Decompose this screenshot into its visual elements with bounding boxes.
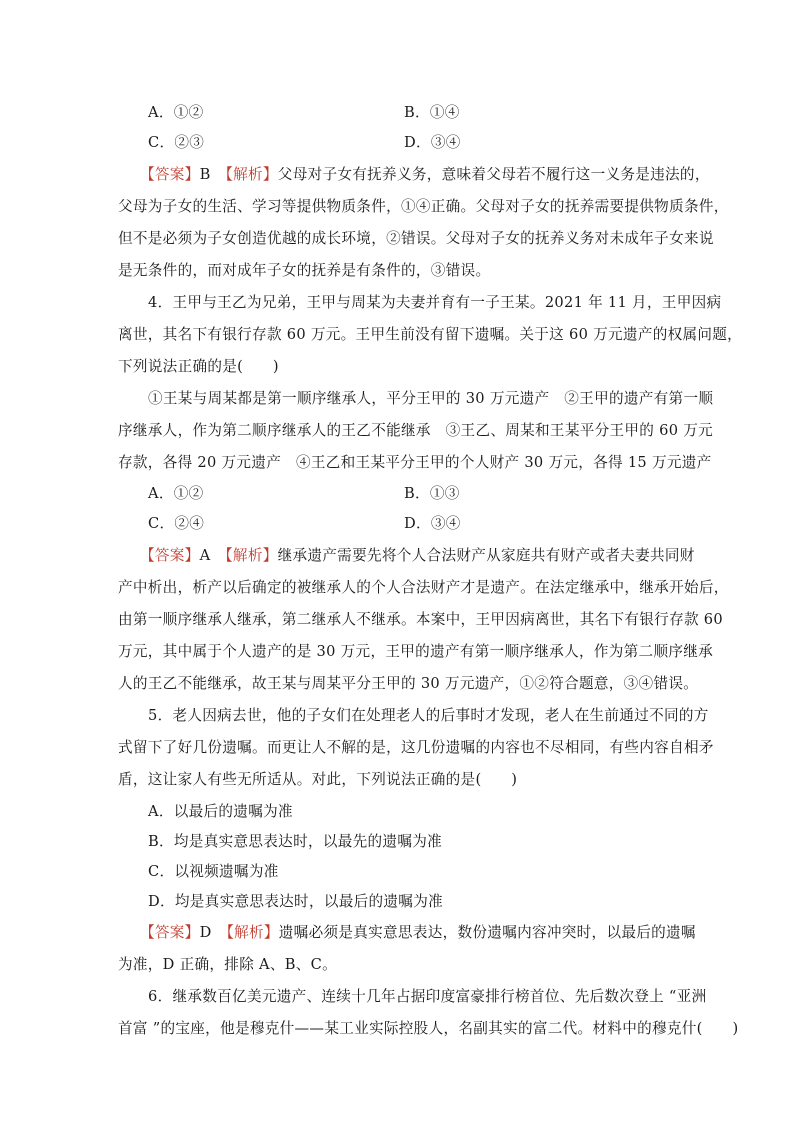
q4-statement-line-3: 存款，各得 20 万元遗产 ④王乙和王某平分王甲的个人财产 30 万元，各得 15 万元遗产 bbox=[118, 454, 712, 471]
q4-option-d: D．③④ bbox=[404, 515, 461, 532]
q4-option-b: B．①③ bbox=[404, 485, 460, 502]
q3-answer-value: B bbox=[199, 166, 211, 183]
q4-option-a: A．①② bbox=[148, 485, 204, 502]
q3-analysis-tag: 【解析】 bbox=[225, 166, 278, 183]
q3-answer-line bbox=[140, 165, 710, 185]
q4-analysis-line-1: 继承遗产需要先将个人合法财产从家庭共有财产或者夫妻共同财 bbox=[277, 547, 695, 564]
q3-analysis-line-1: 父母对子女有抚养义务，意味着父母若不履行这一义务是违法的， bbox=[277, 166, 710, 183]
q5-option-b: B．均是真实意思表达时，以最先的遗嘱为准 bbox=[148, 833, 443, 850]
q5-answer-tag: 【答案】 bbox=[140, 924, 200, 941]
q4-stem-line-2: 离世，其名下有银行存款 60 万元。王甲生前没有留下遗嘱。关于这 60 万元遗产的权属问题， bbox=[118, 326, 743, 343]
q3-analysis-line-2: 父母为子女的生活、学习等提供物质条件，①④正确。父母对子女的抚养需要提供物质条件， bbox=[118, 198, 729, 215]
q3-analysis-line-3: 但不是必须为子女创造优越的成长环境，②错误。父母对子女的抚养义务对未成年子女来说 bbox=[118, 230, 714, 247]
q4-answer-value: A bbox=[199, 547, 211, 564]
q5-option-a: A．以最后的遗嘱为准 bbox=[148, 803, 293, 820]
q5-analysis-tag: 【解析】 bbox=[226, 924, 279, 941]
q4-option-c: C．②④ bbox=[148, 515, 205, 532]
q3-option-c: C．②③ bbox=[148, 134, 205, 151]
q4-analysis-line-5: 人的王乙不能继承，故王某与周某平分王甲的 30 万元遗产，①②符合题意，③④错误。 bbox=[118, 675, 699, 692]
q4-analysis-line-4: 万元，其中属于个人遗产的是 30 万元，王甲的遗产有第一顺序继承人，作为第二顺序继承 bbox=[118, 643, 714, 660]
q5-stem-line-1: 5．老人因病去世，他的子女们在处理老人的后事时才发现，老人在生前通过不同的方 bbox=[148, 707, 709, 724]
q4-stem-line-3: 下列说法正确的是( ) bbox=[118, 358, 279, 375]
q6-stem-line-1: 6．继承数百亿美元遗产、连续十几年占据印度富豪排行榜首位、先后数次登上 “亚洲 bbox=[148, 988, 707, 1005]
q6-stem-line-2: 首富 ”的宝座，他是穆克什——某工业实际控股人，名副其实的富二代。材料中的穆克什( ) bbox=[118, 1020, 739, 1037]
q3-analysis-line-4: 是无条件的，而对成年子女的抚养是有条件的，③错误。 bbox=[118, 262, 491, 279]
q4-answer-line bbox=[140, 546, 695, 566]
q5-stem-line-3: 盾，这让家人有些无所适从。对此，下列说法正确的是( ) bbox=[118, 771, 518, 788]
q5-stem-line-2: 式留下了好几份遗嘱。而更让人不解的是，这几份遗嘱的内容也不尽相同，有些内容自相矛 bbox=[118, 739, 714, 756]
q5-analysis-line-2: 为准，D 正确，排除 A、B、C。 bbox=[118, 956, 338, 973]
q4-analysis-line-3: 由第一顺序继承人继承，第二继承人不继承。本案中，王甲因病离世，其名下有银行存款 60 bbox=[118, 611, 723, 628]
q5-analysis-line-1: 遗嘱必须是真实意思表达，数份遗嘱内容冲突时，以最后的遗嘱 bbox=[278, 924, 696, 941]
q4-statement-line-1: ①王某与周某都是第一顺序继承人，平分王甲的 30 万元遗产 ②王甲的遗产有第一顺 bbox=[148, 390, 714, 407]
q4-analysis-tag: 【解析】 bbox=[225, 547, 278, 564]
q3-option-b: B．①④ bbox=[404, 104, 460, 121]
q4-answer-tag: 【答案】 bbox=[140, 547, 200, 564]
q3-option-d: D．③④ bbox=[404, 134, 461, 151]
q4-stem-line-1: 4．王甲与王乙为兄弟，王甲与周某为夫妻并育有一子王某。2021 年 11 月，王甲因病 bbox=[148, 294, 722, 311]
q5-answer-value: D bbox=[199, 924, 212, 941]
q5-answer-line bbox=[140, 923, 696, 943]
q5-option-c: C．以视频遗嘱为准 bbox=[148, 863, 279, 880]
q5-option-d: D．均是真实意思表达时，以最后的遗嘱为准 bbox=[148, 893, 443, 910]
q3-option-a: A．①② bbox=[148, 104, 204, 121]
q4-analysis-line-2: 产中析出，析产以后确定的被继承人的个人合法财产才是遗产。在法定继承中，继承开始后， bbox=[118, 579, 729, 596]
q3-answer-tag: 【答案】 bbox=[140, 166, 200, 183]
q4-statement-line-2: 序继承人，作为第二顺序继承人的王乙不能继承 ③王乙、周某和王某平分王甲的 60 万元 bbox=[118, 422, 714, 439]
